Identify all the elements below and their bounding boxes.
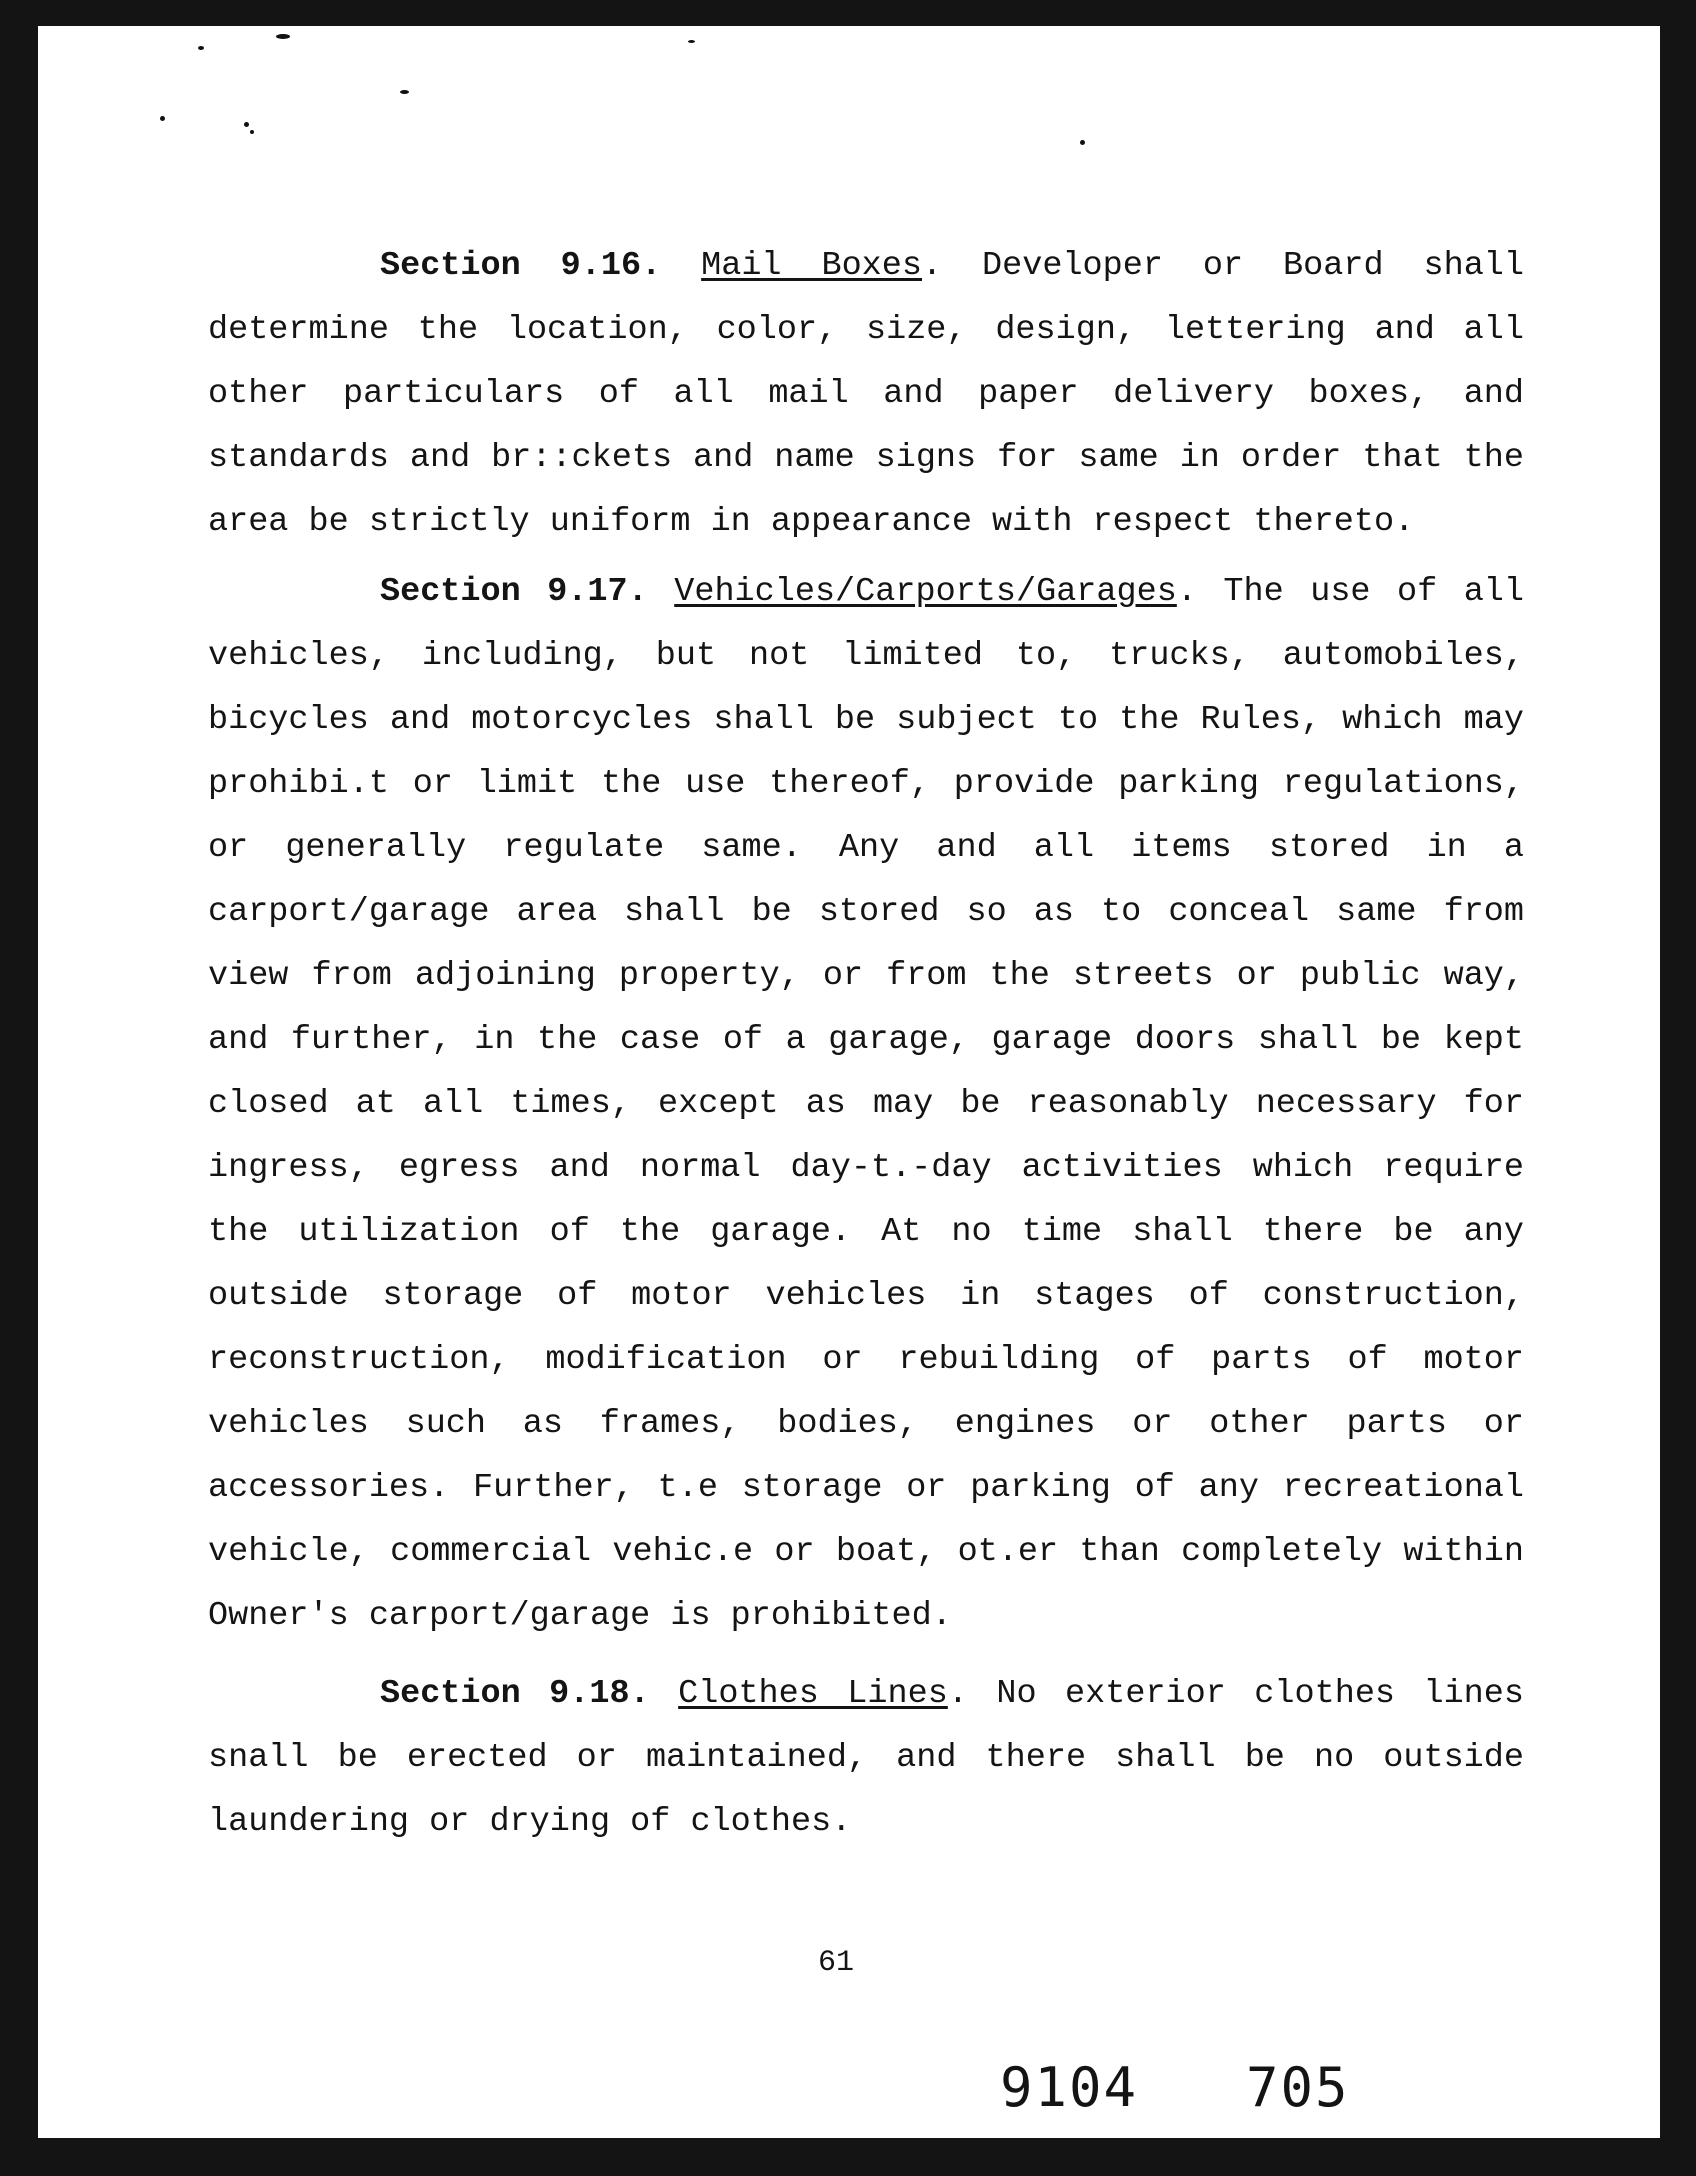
section-heading: Section 9.16. xyxy=(380,247,662,285)
section-body: . The use of all vehicles, including, but not limited to, trucks, automobiles, bicycles and motorcycles shall be subject to the Rules, which may prohibi.t or limit the use thereof, provide parking regulations, or generally regulate same. Any and all items stored in a carport/garage area shall be stored so as to conceal same from view from adjoining property, or from the streets or public way, and further, in the case of a garage, garage doors shall be kept closed at all times, except as may be reasonably necessary for ingress, egress and normal day-t.-day activities which require the utilization of the garage. At no time shall there be any outside storage of motor vehicles in stages of construction, reconstruction, modification or rebuilding of parts of motor vehicles such as frames, bodies, engines or other parts or accessories. Further, t.e storage or parking of any recreational vehicle, commercial vehic.e or boat, ot.er than completely within Owner's carport/garage is prohibited. xyxy=(208,573,1525,1635)
section-title: Mail Boxes xyxy=(701,247,922,285)
scan-speck xyxy=(198,46,204,50)
scan-speck xyxy=(276,34,290,39)
scan-speck xyxy=(400,90,409,94)
section-title: Vehicles/Carports/Garages xyxy=(674,573,1177,611)
scan-speck xyxy=(250,130,254,134)
section-heading: Section 9.18. xyxy=(380,1675,650,1713)
document-page xyxy=(38,26,1660,2138)
scan-speck xyxy=(1080,140,1085,145)
section-body: . Developer or Board shall determine the location, color, size, design, lettering and all other particulars of all mail and paper delivery boxes, and standards and br::ckets and name signs for same in order that the area be strictly uniform in appearance with respect thereto. xyxy=(208,247,1525,541)
section-9-17 xyxy=(208,560,1524,1648)
scan-speck xyxy=(688,40,695,43)
section-9-16 xyxy=(208,234,1524,554)
section-title: Clothes Lines xyxy=(678,1675,948,1713)
page-number: 61 xyxy=(818,1946,855,1980)
section-body: . No exterior clothes lines snall be erected or maintained, and there shall be no outside laundering or drying of clothes. xyxy=(208,1675,1524,1841)
stamp-number-left: 9104 xyxy=(1000,2056,1139,2119)
scan-speck xyxy=(160,116,165,121)
section-heading: Section 9.17. xyxy=(380,573,648,611)
section-9-18 xyxy=(208,1662,1524,1854)
scan-speck xyxy=(244,122,249,127)
stamp-number-right: 705 xyxy=(1246,2056,1350,2119)
